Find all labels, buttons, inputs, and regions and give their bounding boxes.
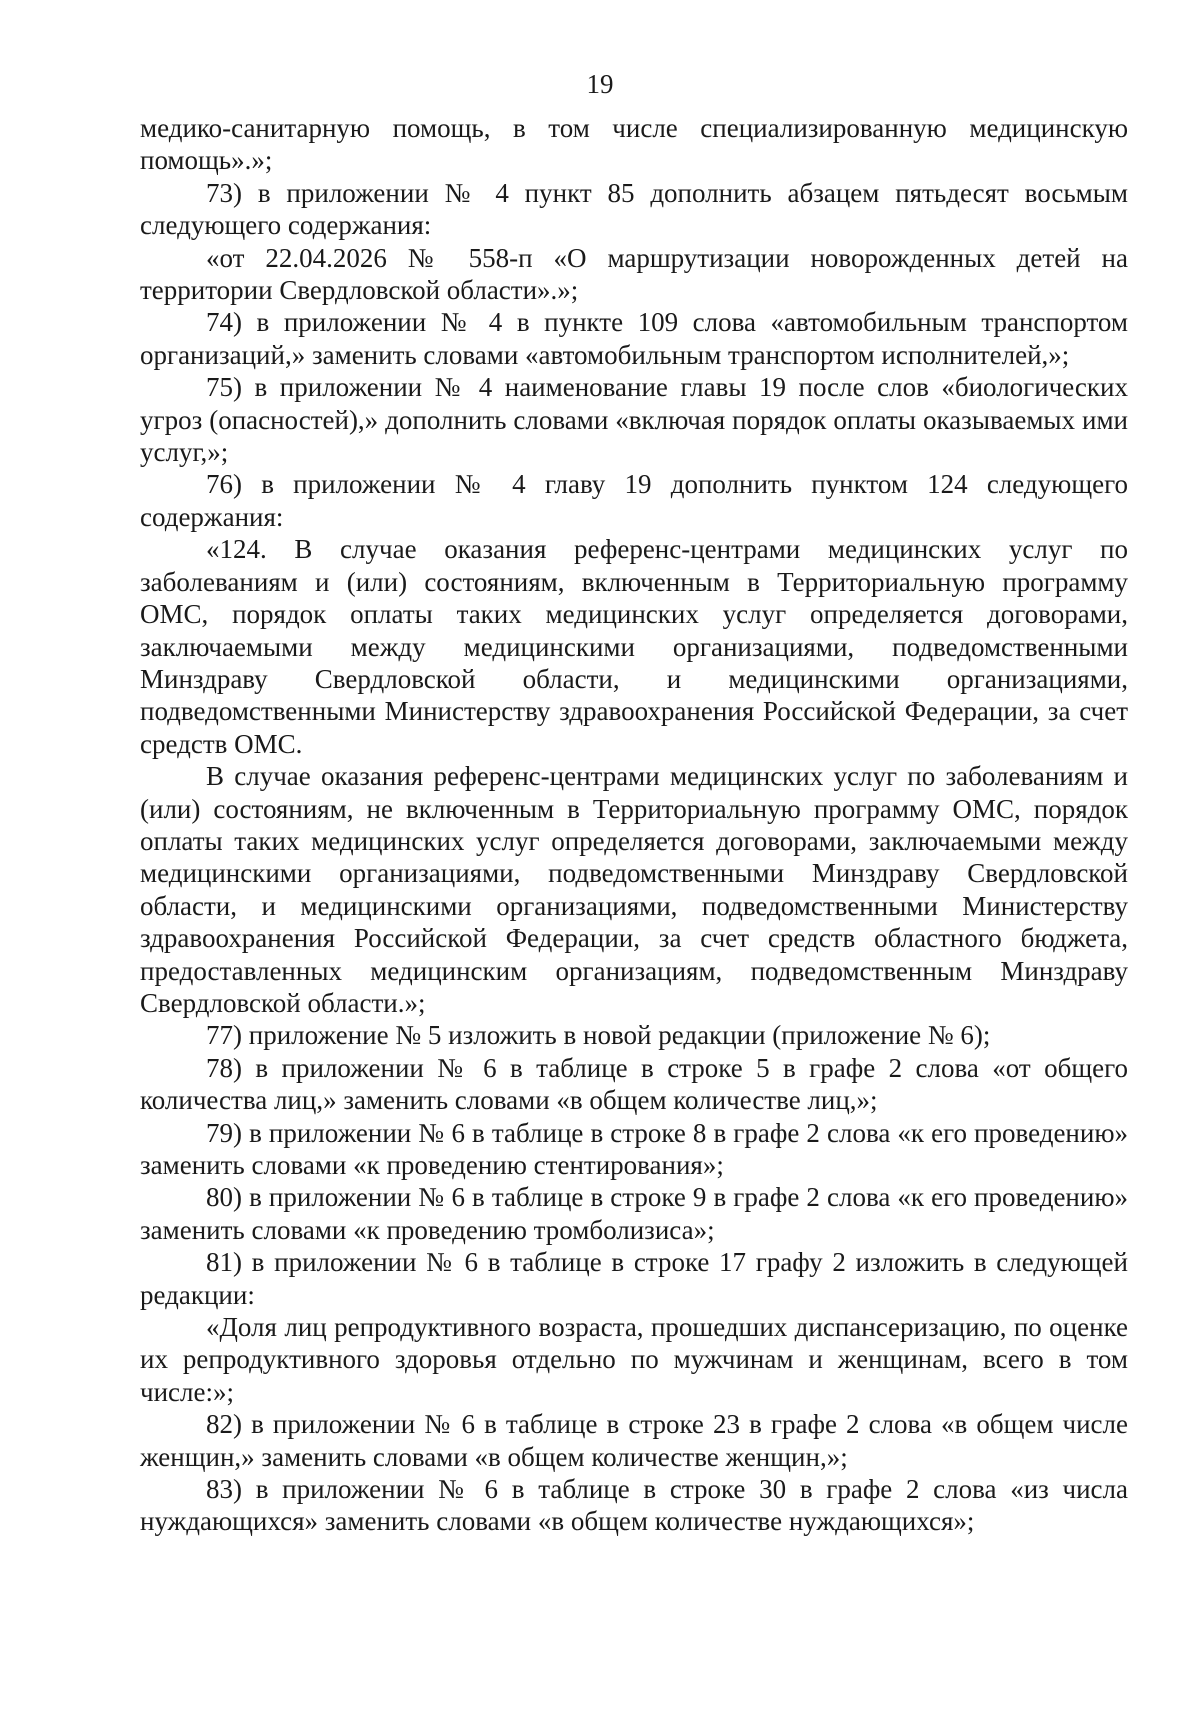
paragraph-item-73: 73) в приложении № 4 пункт 85 дополнить абзацем пятьдесят восьмым следующего содержания: [140,177,1128,241]
paragraph-item-82: 82) в приложении № 6 в таблице в строке 23 в графе 2 слова «в общем числе женщин,» заменить словами «в общем количестве женщин,»; [140,1409,1128,1472]
paragraph-item-83: 83) в приложении № 6 в таблице в строке 30 в графе 2 слова «из числа нуждающихся» заменить словами «в общем количестве нуждающихся»; [140,1474,1128,1537]
paragraph-item-80: 80) в приложении № 6 в таблице в строке 9 в графе 2 слова «к его проведению» заменить словами «к проведению тромболизиса»; [140,1182,1128,1245]
page-number: 19 [586,69,614,99]
paragraph-item-76: 76) в приложении № 4 главу 19 дополнить пунктом 124 следующего содержания: [140,469,1128,532]
paragraph-point-124-part2: В случае оказания референс-центрами медицинских услуг по заболеваниям и (или) состояниям, не включенным в Территориальную программу ОМС, порядок оплаты таких медицинских услуг определяется договорами, заключаемыми между медицинскими организациями, подведомственными Минздраву Свердловской области, и медицинскими организациями, подведомственными Министерству здравоохранения Российской Федерации, за счет средств областного бюджета, предоставленных медицинским организациям, подведомственным Минздраву Свердловской области.»; [140,761,1128,1018]
paragraph-item-79: 79) в приложении № 6 в таблице в строке 8 в графе 2 слова «к его проведению» заменить словами «к проведению стентирования»; [140,1117,1128,1180]
paragraph-item-77: 77) приложение № 5 изложить в новой редакции (приложение № 6); [206,1020,991,1051]
paragraph-item-75: 75) в приложении № 4 наименование главы 19 после слов «биологических угроз (опасностей),» дополнить словами «включая порядок оплаты оказываемых ими услуг,»; [140,372,1128,468]
paragraph-continuation: медико-санитарную помощь, в том числе специализированную медицинскую помощь».»; [140,113,1128,176]
paragraph-quote-81: «Доля лиц репродуктивного возраста, прошедших диспансеризацию, по оценке их репродуктивного здоровья отдельно по мужчинам и женщинам, всего в том числе:»; [140,1312,1128,1407]
paragraph-point-124-part1: «124. В случае оказания референс-центрами медицинских услуг по заболеваниям и (или) состояниям, включенным в Территориальную программу ОМС, порядок оплаты таких медицинских услуг определяется договорами, заключаемыми между медицинскими организациями, подведомственными Минздраву Свердловской области, и медицинскими организациями, подведомственными Министерству здравоохранения Российской Федерации, за счет средств ОМС. [140,534,1128,759]
paragraph-item-78: 78) в приложении № 6 в таблице в строке 5 в графе 2 слова «от общего количества лиц,» заменить словами «в общем количестве лиц,»; [140,1052,1128,1116]
document-body [140,112,1128,1538]
paragraph-item-81: 81) в приложении № 6 в таблице в строке 17 графу 2 изложить в следующей редакции: [140,1247,1128,1310]
paragraph-item-74: 74) в приложении № 4 в пункте 109 слова «автомобильным транспортом организаций,» заменить словами «автомобильным транспортом исполнителей,»; [140,307,1128,370]
paragraph-quote-73: «от 22.04.2026 № 558-п «О маршрутизации новорожденных детей на территории Свердловской области».»; [140,242,1128,306]
